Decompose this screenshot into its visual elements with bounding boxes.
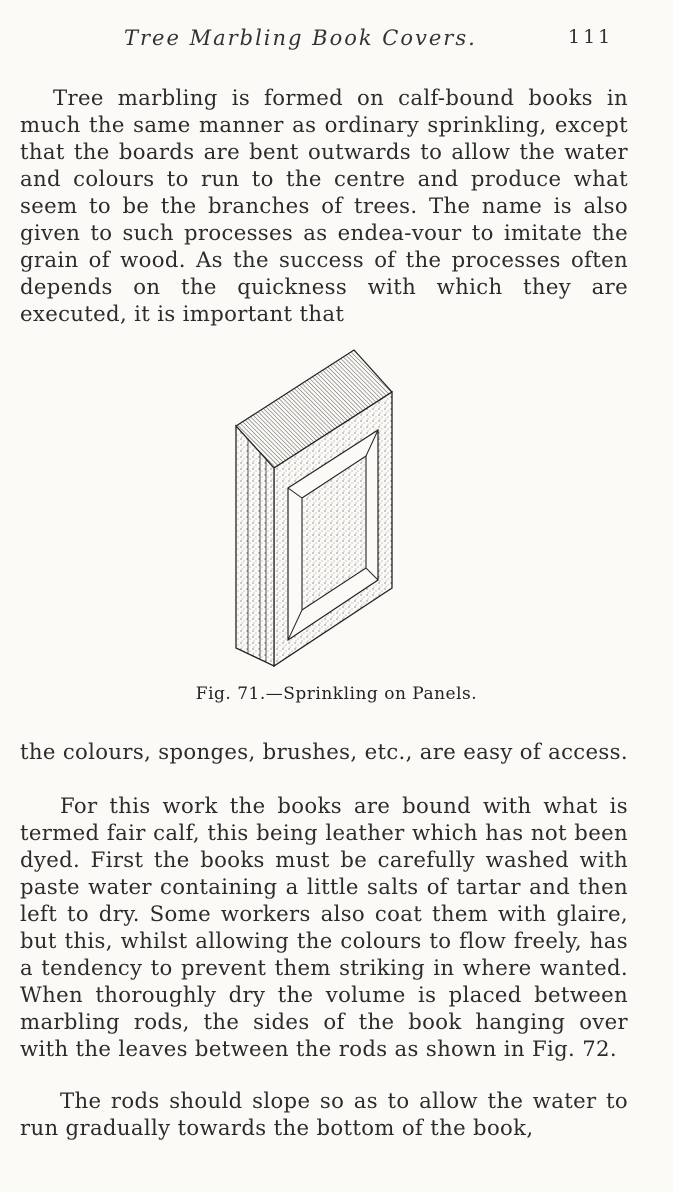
paragraph-4: The rods should slope so as to allow the water to run gradually towards the bottom of the book, [20,1088,628,1140]
page-header [0,26,673,56]
paragraph-2: the colours, sponges, brushes, etc., are easy of access. [20,739,628,764]
book-figure [228,348,398,668]
paragraph-3: For this work the books are bound with what is termed fair calf, this being leather which has not been dyed. First the books must be carefully washed with paste water containing a little salts of tartar and then left to dry. Some workers also coat them with glaire, but this, whilst allowing the colours to flow freely, has a tendency to prevent them striking in where wanted. When thoroughly dry the volume is placed between marbling rods, the sides of the book hanging over with the leaves between the rods as shown in Fig. 72. [20,793,628,1061]
page-number: 111 [568,26,614,48]
paragraph-1: Tree marbling is formed on calf-bound books in much the same manner as ordinary sprinkling, except that the boards are bent outwards to allow the water and colours to run to the centre and produce what seem to be the branches of trees. The name is also given to such processes as endea-vour to imitate the grain of wood. As the success of the processes often depends on the quickness with which they are executed, it is important that [20,85,628,326]
running-title: Tree Marbling Book Covers. [124,26,477,50]
figure-caption: Fig. 71.—Sprinkling on Panels. [195,684,478,704]
sprinkled-book-illustration [228,348,398,668]
